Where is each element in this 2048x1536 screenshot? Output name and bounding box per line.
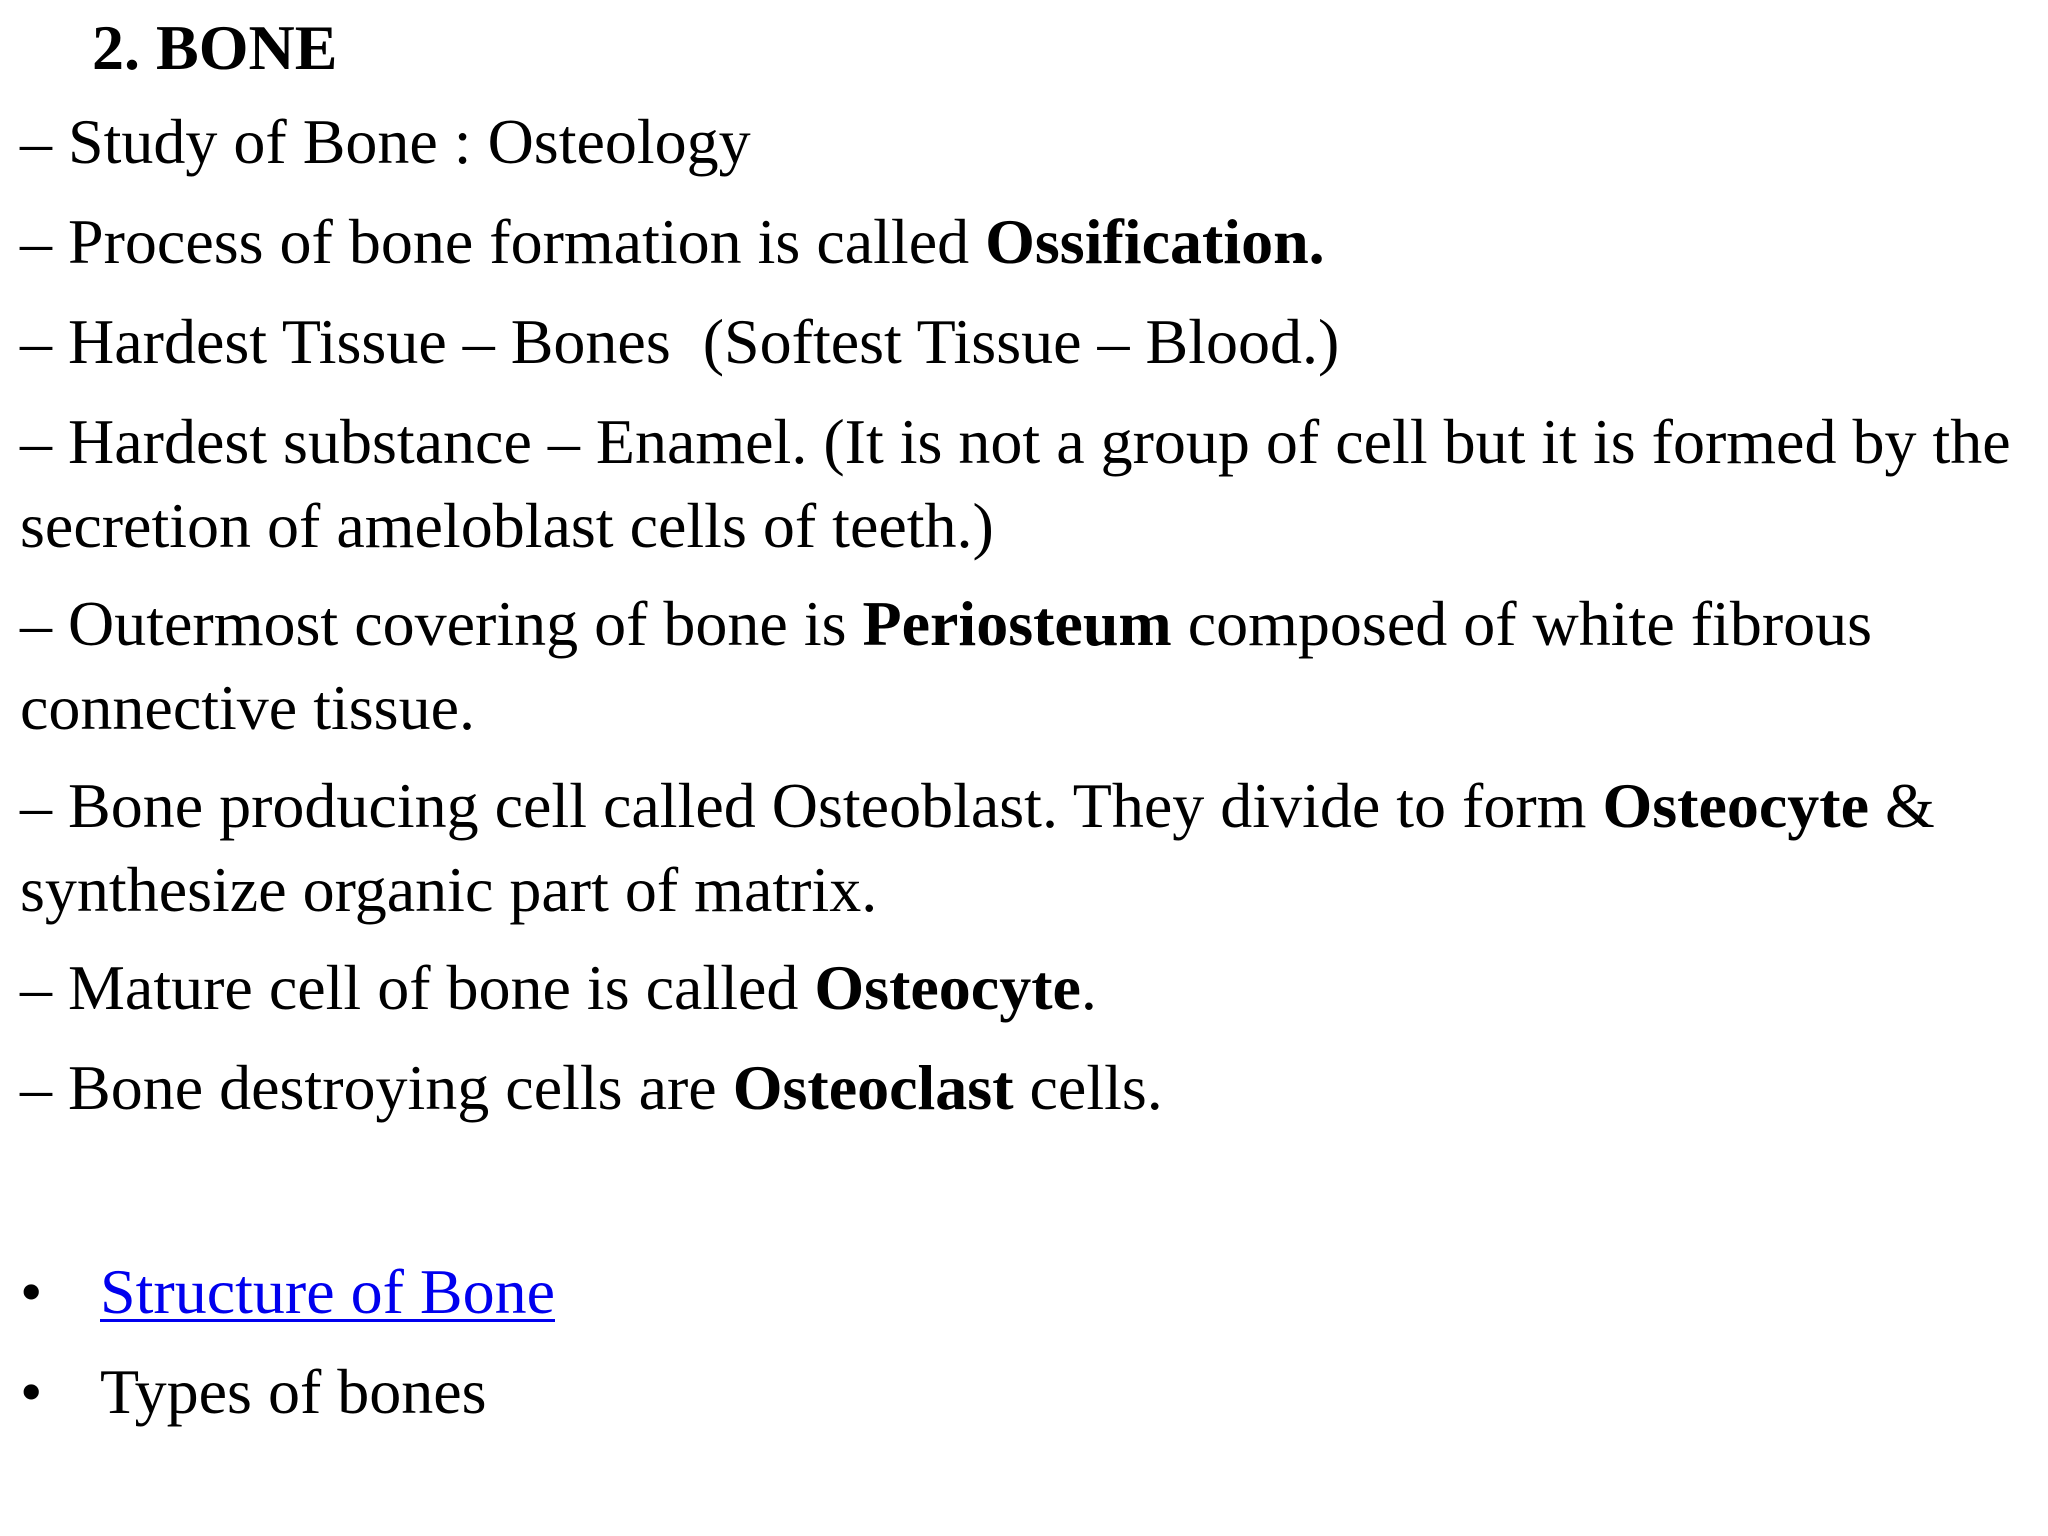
line-text: – Bone producing cell called Osteoblast. They divide to form xyxy=(20,770,1603,841)
slide-title: 2. BONE xyxy=(92,12,338,83)
line-suffix: composed of white fibrous connective tissue. xyxy=(20,588,1873,743)
line-text: – Outermost covering of bone is xyxy=(20,588,863,659)
line-text: – Bone destroying cells are xyxy=(20,1052,733,1123)
structure-of-bone-link[interactable]: Structure of Bone xyxy=(100,1256,555,1327)
line-osteoclast xyxy=(20,1046,2030,1130)
term-osteocyte: Osteocyte xyxy=(814,952,1081,1023)
line-text: – Process of bone formation is called xyxy=(20,206,986,277)
line-text: – Hardest Tissue – Bones (Softest Tissue – Blood.) xyxy=(20,306,1340,377)
bullet-structure-of-bone xyxy=(20,1250,555,1334)
line-suffix: . xyxy=(1080,952,1097,1023)
line-suffix: cells. xyxy=(1013,1052,1163,1123)
term-ossification: Ossification. xyxy=(985,206,1325,277)
line-suffix: & synthesize organic part of matrix. xyxy=(20,770,1935,925)
line-osteoblast xyxy=(20,764,2030,932)
line-periosteum xyxy=(20,582,2030,750)
line-hardest-tissue xyxy=(20,300,2030,384)
bullet-types-of-bones xyxy=(20,1350,487,1434)
bullet-marker: • xyxy=(20,1256,43,1327)
term-osteoclast: Osteoclast xyxy=(732,1052,1014,1123)
term-periosteum: Periosteum xyxy=(862,588,1172,659)
line-mature-cell xyxy=(20,946,2030,1030)
line-study-of-bone xyxy=(20,100,2030,184)
line-hardest-substance xyxy=(20,400,2030,568)
types-of-bones-text: Types of bones xyxy=(100,1356,487,1427)
line-text: – Study of Bone : Osteology xyxy=(20,106,751,177)
bullet-marker: • xyxy=(20,1356,43,1427)
line-text: – Hardest substance – Enamel. (It is not a group of cell but it is formed by the secretion of ameloblast cells of teeth.) xyxy=(20,406,2011,561)
line-text: – Mature cell of bone is called xyxy=(20,952,815,1023)
term-osteocyte: Osteocyte xyxy=(1602,770,1869,841)
line-ossification xyxy=(20,200,2030,284)
